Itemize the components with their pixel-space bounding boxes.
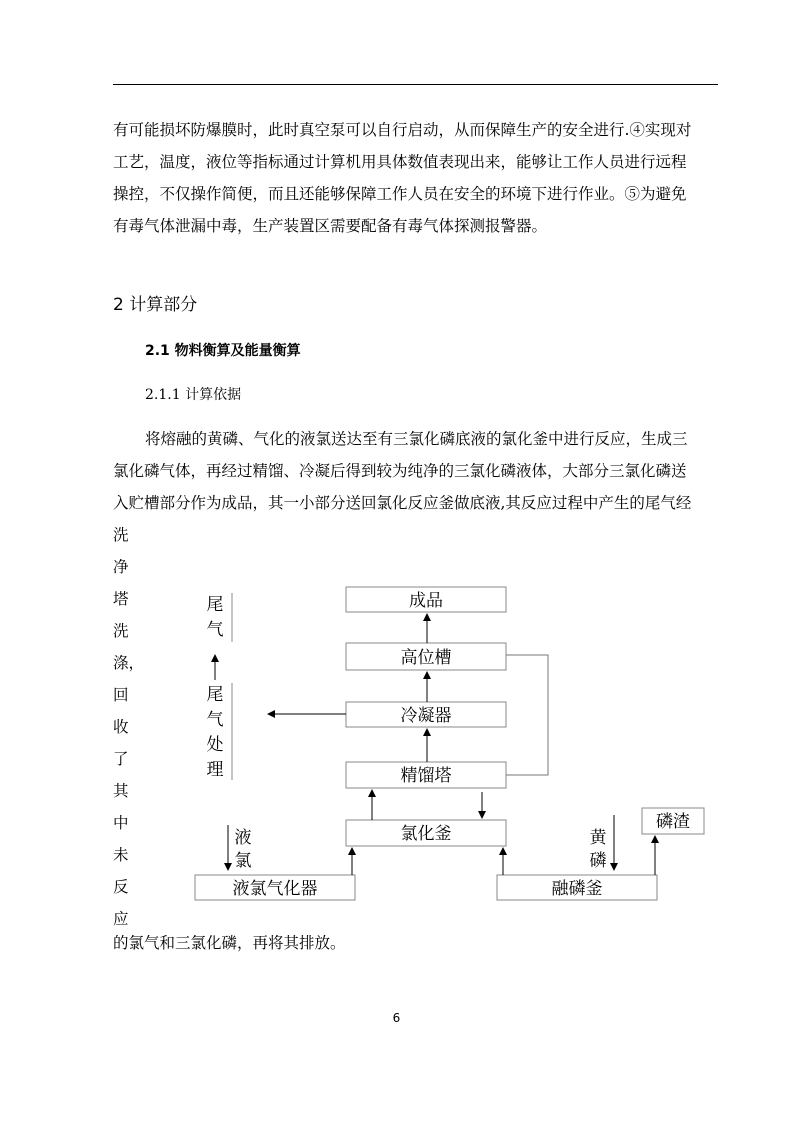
subsubsection-title: 2.1.1 计算依据: [145, 387, 242, 403]
intro-line: 有毒气体泄漏中毒，生产装置区需要配备有毒气体探测报警器。: [113, 217, 548, 235]
tail-treatment-char: 处: [206, 735, 224, 755]
yellow-phosphorus-char: 黄: [589, 828, 607, 848]
head-tank-label: 高位槽: [400, 648, 452, 668]
vertical-char: 回: [113, 686, 129, 704]
intro-line: 工艺，温度，液位等指标通过计算机用具体数值表现出来，能够让工作人员进行远程: [113, 153, 687, 171]
vertical-char: 中: [113, 814, 129, 832]
vertical-char: 净: [113, 558, 129, 576]
yellow-phosphorus-char: 磷: [589, 851, 607, 871]
slag-label: 磷渣: [656, 812, 690, 832]
vertical-char: 洗: [113, 622, 129, 640]
last-line: 的氯气和三氯化磷，再将其排放。: [113, 934, 346, 952]
vertical-char: 应: [113, 910, 129, 928]
page-number: 6: [392, 1011, 401, 1025]
rectifier-label: 精馏塔: [400, 766, 452, 786]
melter-label: 融磷釜: [551, 879, 603, 899]
tail-treatment-char: 气: [206, 710, 224, 730]
body-line: 入贮槽部分作为成品，其一小部分送回氯化反应釜做底液,其反应过程中产生的尾气经: [113, 494, 692, 512]
vertical-char: 了: [113, 750, 129, 768]
product-label: 成品: [409, 591, 443, 611]
subsection-title: 2.1 物料衡算及能量衡算: [145, 343, 301, 359]
vertical-char: 涤，: [113, 654, 145, 672]
vertical-char: 其: [113, 782, 129, 800]
vertical-char: 洗: [113, 526, 129, 544]
section-title: 2 计算部分: [113, 295, 198, 315]
vertical-char: 反: [113, 878, 129, 896]
liquid-chlorine-char: 液: [234, 828, 252, 848]
liquid-chlorine-char: 氯: [234, 851, 252, 871]
vaporizer-label: 液氯气化器: [232, 879, 318, 899]
tail-gas-char: 气: [206, 620, 224, 640]
body-line: 将熔融的黄磷、气化的液氯送达至有三氯化磷底液的氯化釜中进行反应，生成三: [145, 430, 688, 448]
vertical-char: 未: [113, 846, 129, 864]
vertical-char: 收: [113, 718, 129, 736]
intro-line: 有可能损坏防爆膜时，此时真空泵可以自行启动，从而保障生产的安全进行.④实现对: [113, 121, 692, 139]
tail-treatment-char: 理: [206, 760, 224, 780]
recycle-line: [506, 655, 548, 775]
intro-line: 操控，不仅操作简便，而且还能够保障工作人员在安全的环境下进行作业。⑤为避免: [113, 185, 687, 203]
tail-gas-char: 尾: [206, 595, 224, 615]
chlorinator-label: 氯化釜: [400, 824, 452, 844]
vertical-char: 塔: [113, 590, 129, 608]
condenser-label: 冷凝器: [400, 706, 452, 726]
tail-treatment-char: 尾: [206, 685, 224, 705]
body-line: 氯化磷气体，再经过精馏、冷凝后得到较为纯净的三氯化磷液体，大部分三氯化磷送: [113, 462, 687, 480]
